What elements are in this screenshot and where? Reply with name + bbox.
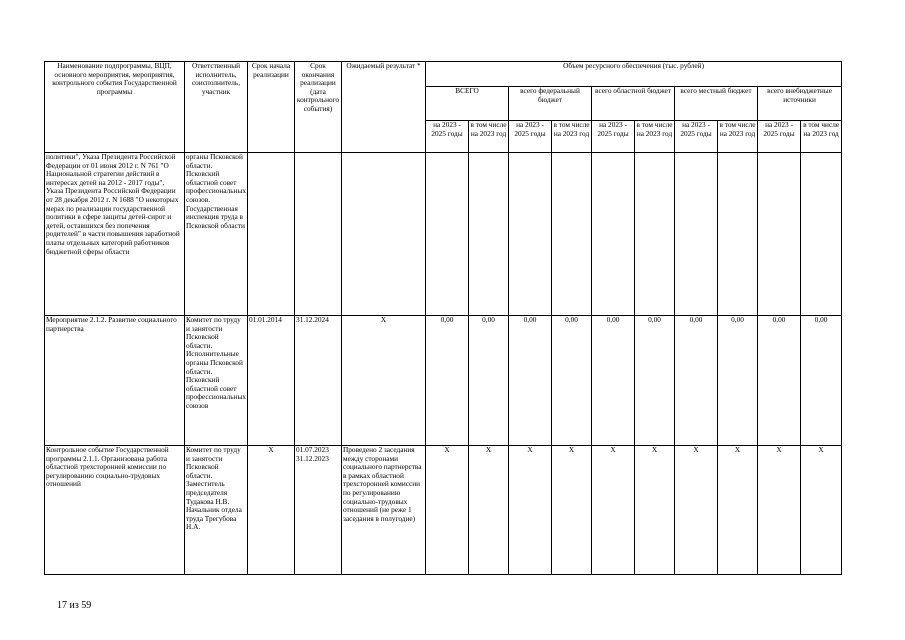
header-name: Наименование подпрограммы, ВЦП, основного мероприятия, мероприятия, контрольного события Государственной программы <box>45 62 185 153</box>
group-total: ВСЕГО <box>426 87 509 121</box>
sub-year-regional: в том числе на 2023 год <box>635 121 675 153</box>
row-value: 0,00 <box>426 316 469 446</box>
row-end: 31.12.2024 <box>295 316 342 446</box>
row-value <box>469 153 509 316</box>
row-value <box>552 153 592 316</box>
row-value: 0,00 <box>469 316 509 446</box>
header-end: Срок окончания реализации (дата контрольного события) <box>295 62 342 153</box>
row-responsible: органы Псковской области. Псковский областной совет профессиональных союзов. Государственная инспекция труда в Псковской области <box>185 153 248 316</box>
sub-period-regional: на 2023 - 2025 годы <box>592 121 635 153</box>
row-value <box>509 153 552 316</box>
group-federal: всего федеральный бюджет <box>509 87 592 121</box>
header-responsible: Ответственный исполнитель, соисполнитель, участник <box>185 62 248 153</box>
header-volume: Объем ресурсного обеспечения (тыс. рублей) <box>426 62 842 87</box>
row-result: Проведено 2 заседания между сторонами социального партнерства в рамках областной трехсторонней комиссии по регулированию социально-трудовых отношений (не реже 1 заседания в полугодие) <box>342 446 426 575</box>
row-responsible: Комитет по труду и занятости Псковской области. Заместитель председателя Тудакова Н.В. Начальник отдела труда Трегубова Н.А. <box>185 446 248 575</box>
row-value: 0,00 <box>758 316 801 446</box>
row-value <box>592 153 635 316</box>
sub-period-extra: на 2023 - 2025 годы <box>758 121 801 153</box>
row-value: 0,00 <box>592 316 635 446</box>
row-value: 0,00 <box>718 316 758 446</box>
sub-year-federal: в том числе на 2023 год <box>552 121 592 153</box>
row-value: X <box>469 446 509 575</box>
row-value: X <box>552 446 592 575</box>
row-value: X <box>592 446 635 575</box>
header-start: Срок начала реализации <box>248 62 295 153</box>
row-responsible: Комитет по труду и занятости Псковской области. Исполнительные органы Псковской области. Псковский областной совет профессиональных союзов <box>185 316 248 446</box>
row-start: X <box>248 446 295 575</box>
row-value: X <box>509 446 552 575</box>
sub-year-extra: в том числе на 2023 год <box>801 121 842 153</box>
header-row-1 <box>45 62 842 87</box>
row-value: X <box>675 446 718 575</box>
sub-period-local: на 2023 - 2025 годы <box>675 121 718 153</box>
row-value <box>426 153 469 316</box>
row-value: 0,00 <box>801 316 842 446</box>
sub-period-federal: на 2023 - 2025 годы <box>509 121 552 153</box>
table-row <box>45 153 842 316</box>
row-value <box>801 153 842 316</box>
row-value: 0,00 <box>635 316 675 446</box>
row-name: политики", Указа Президента Российской Федерации от 01 июня 2012 г. N 761 "О Национальной стратегии действий в интересах детей на 2012 - 2017 годы", Указа Президента Российской Федерации от 28 декабря 2012 г. N 1688 "О некоторых мерах по реализации государственной политики в сфере защиты детей-сирот и детей, оставшихся без попечения родителей" в части повышения заработной платы отдельных категорий работников бюджетной сферы области <box>45 153 185 316</box>
page-number: 17 из 59 <box>57 600 92 611</box>
row-result <box>342 153 426 316</box>
row-value: X <box>718 446 758 575</box>
row-value <box>675 153 718 316</box>
sub-year-local: в том числе на 2023 год <box>718 121 758 153</box>
row-value: 0,00 <box>552 316 592 446</box>
group-local: всего местный бюджет <box>675 87 758 121</box>
sub-year-total: в том числе на 2023 год <box>469 121 509 153</box>
sub-period-total: на 2023 - 2025 годы <box>426 121 469 153</box>
row-result: X <box>342 316 426 446</box>
row-name: Мероприятие 2.1.2. Развитие социального партнерства <box>45 316 185 446</box>
row-end: 01.07.2023 31.12.2023 <box>295 446 342 575</box>
header-result: Ожидаемый результат * <box>342 62 426 153</box>
row-end <box>295 153 342 316</box>
row-value: 0,00 <box>509 316 552 446</box>
row-value <box>758 153 801 316</box>
row-name: Контрольное событие Государственной программы 2.1.1. Организована работа областной трехсторонней комиссии по регулированию социально-трудовых отношений <box>45 446 185 575</box>
row-start <box>248 153 295 316</box>
row-value: X <box>635 446 675 575</box>
row-value <box>635 153 675 316</box>
group-extrabudgetary: всего внебюджетные источники <box>758 87 842 121</box>
resource-table <box>44 61 842 575</box>
row-value: X <box>801 446 842 575</box>
group-regional: всего областной бюджет <box>592 87 675 121</box>
table-row <box>45 446 842 575</box>
row-value: X <box>426 446 469 575</box>
row-value: X <box>758 446 801 575</box>
table-row <box>45 316 842 446</box>
row-start: 01.01.2014 <box>248 316 295 446</box>
row-value <box>718 153 758 316</box>
row-value: 0,00 <box>675 316 718 446</box>
